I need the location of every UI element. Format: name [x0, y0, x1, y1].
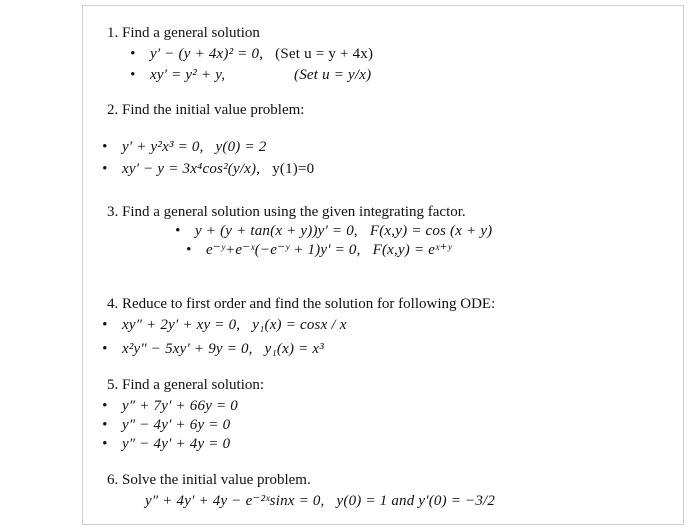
- problem-3-item-2-condition: F(x,y) = eˣ⁺ʸ: [372, 242, 452, 258]
- problem-4-item-2-equation: x²y″ − 5xy′ + 9y = 0,: [122, 341, 253, 357]
- problem-2-item-2: [122, 160, 314, 178]
- problem-2-item-1: [122, 138, 266, 156]
- problem-3-heading: 3. Find a general solution using the given integrating factor.: [107, 204, 466, 220]
- problem-2-item-2-condition: y(1)=0: [272, 161, 315, 177]
- problem-4-item-2: [122, 340, 324, 358]
- problem-3-item-1: [195, 222, 492, 240]
- problem-5-heading: 5. Find a general solution:: [107, 377, 265, 393]
- problem-3-item-1-equation: y + (y + tan(x + y))y′ = 0,: [195, 223, 358, 239]
- problem-2-item-1-equation: y′ + y²x³ = 0,: [122, 139, 204, 155]
- problem-6-heading: 6. Solve the initial value problem.: [107, 472, 311, 488]
- problem-1-item-1-hint: (Set u = y + 4x): [275, 46, 374, 62]
- problem-6-item-1: [145, 492, 495, 510]
- problem-2-item-2-equation: xy′ − y = 3x⁴cos²(y/x),: [122, 161, 261, 177]
- problem-4-heading: 4. Reduce to first order and find the solution for following ODE:: [107, 296, 496, 312]
- problem-1-item-2-hint: (Set u = y/x): [294, 67, 372, 83]
- problem-1-item-2-equation: xy′ = y² + y,: [150, 67, 226, 83]
- problem-3-item-2-equation: e⁻ʸ+e⁻ˣ(−e⁻ʸ + 1)y′ = 0,: [206, 242, 361, 258]
- problem-3-item-1-condition: F(x,y) = cos (x + y): [369, 223, 493, 239]
- problem-2-heading: 2. Find the initial value problem:: [107, 102, 305, 118]
- problem-5-item-1: • y″ + 7y′ + 66y = 0: [122, 397, 238, 415]
- problem-5-item-3: • y″ − 4y′ + 4y = 0: [122, 435, 230, 453]
- problem-5-item-2: • y″ − 4y′ + 6y = 0: [122, 416, 230, 434]
- problem-4-item-1: [122, 316, 347, 334]
- problem-3-item-2: [206, 241, 452, 259]
- problem-4-item-2-condition: y₁(x) = x³: [264, 341, 324, 357]
- problem-1-item-1-equation: y′ − (y + 4x)² = 0,: [150, 46, 264, 62]
- problem-4-item-1-condition: y₁(x) = cosx / x: [252, 317, 347, 333]
- problem-4-item-1-equation: xy″ + 2y′ + xy = 0,: [122, 317, 241, 333]
- problem-2-item-1-condition: y(0) = 2: [215, 139, 267, 155]
- problem-1-item-1: [150, 45, 373, 63]
- problem-6-item-1-equation: y″ + 4y′ + 4y − e⁻²ˣsinx = 0,: [145, 493, 325, 509]
- problem-6-item-1-condition: y(0) = 1 and y′(0) = −3/2: [336, 493, 496, 509]
- problem-1-heading: 1. Find a general solution: [107, 25, 260, 41]
- problem-1-item-2: [150, 66, 225, 84]
